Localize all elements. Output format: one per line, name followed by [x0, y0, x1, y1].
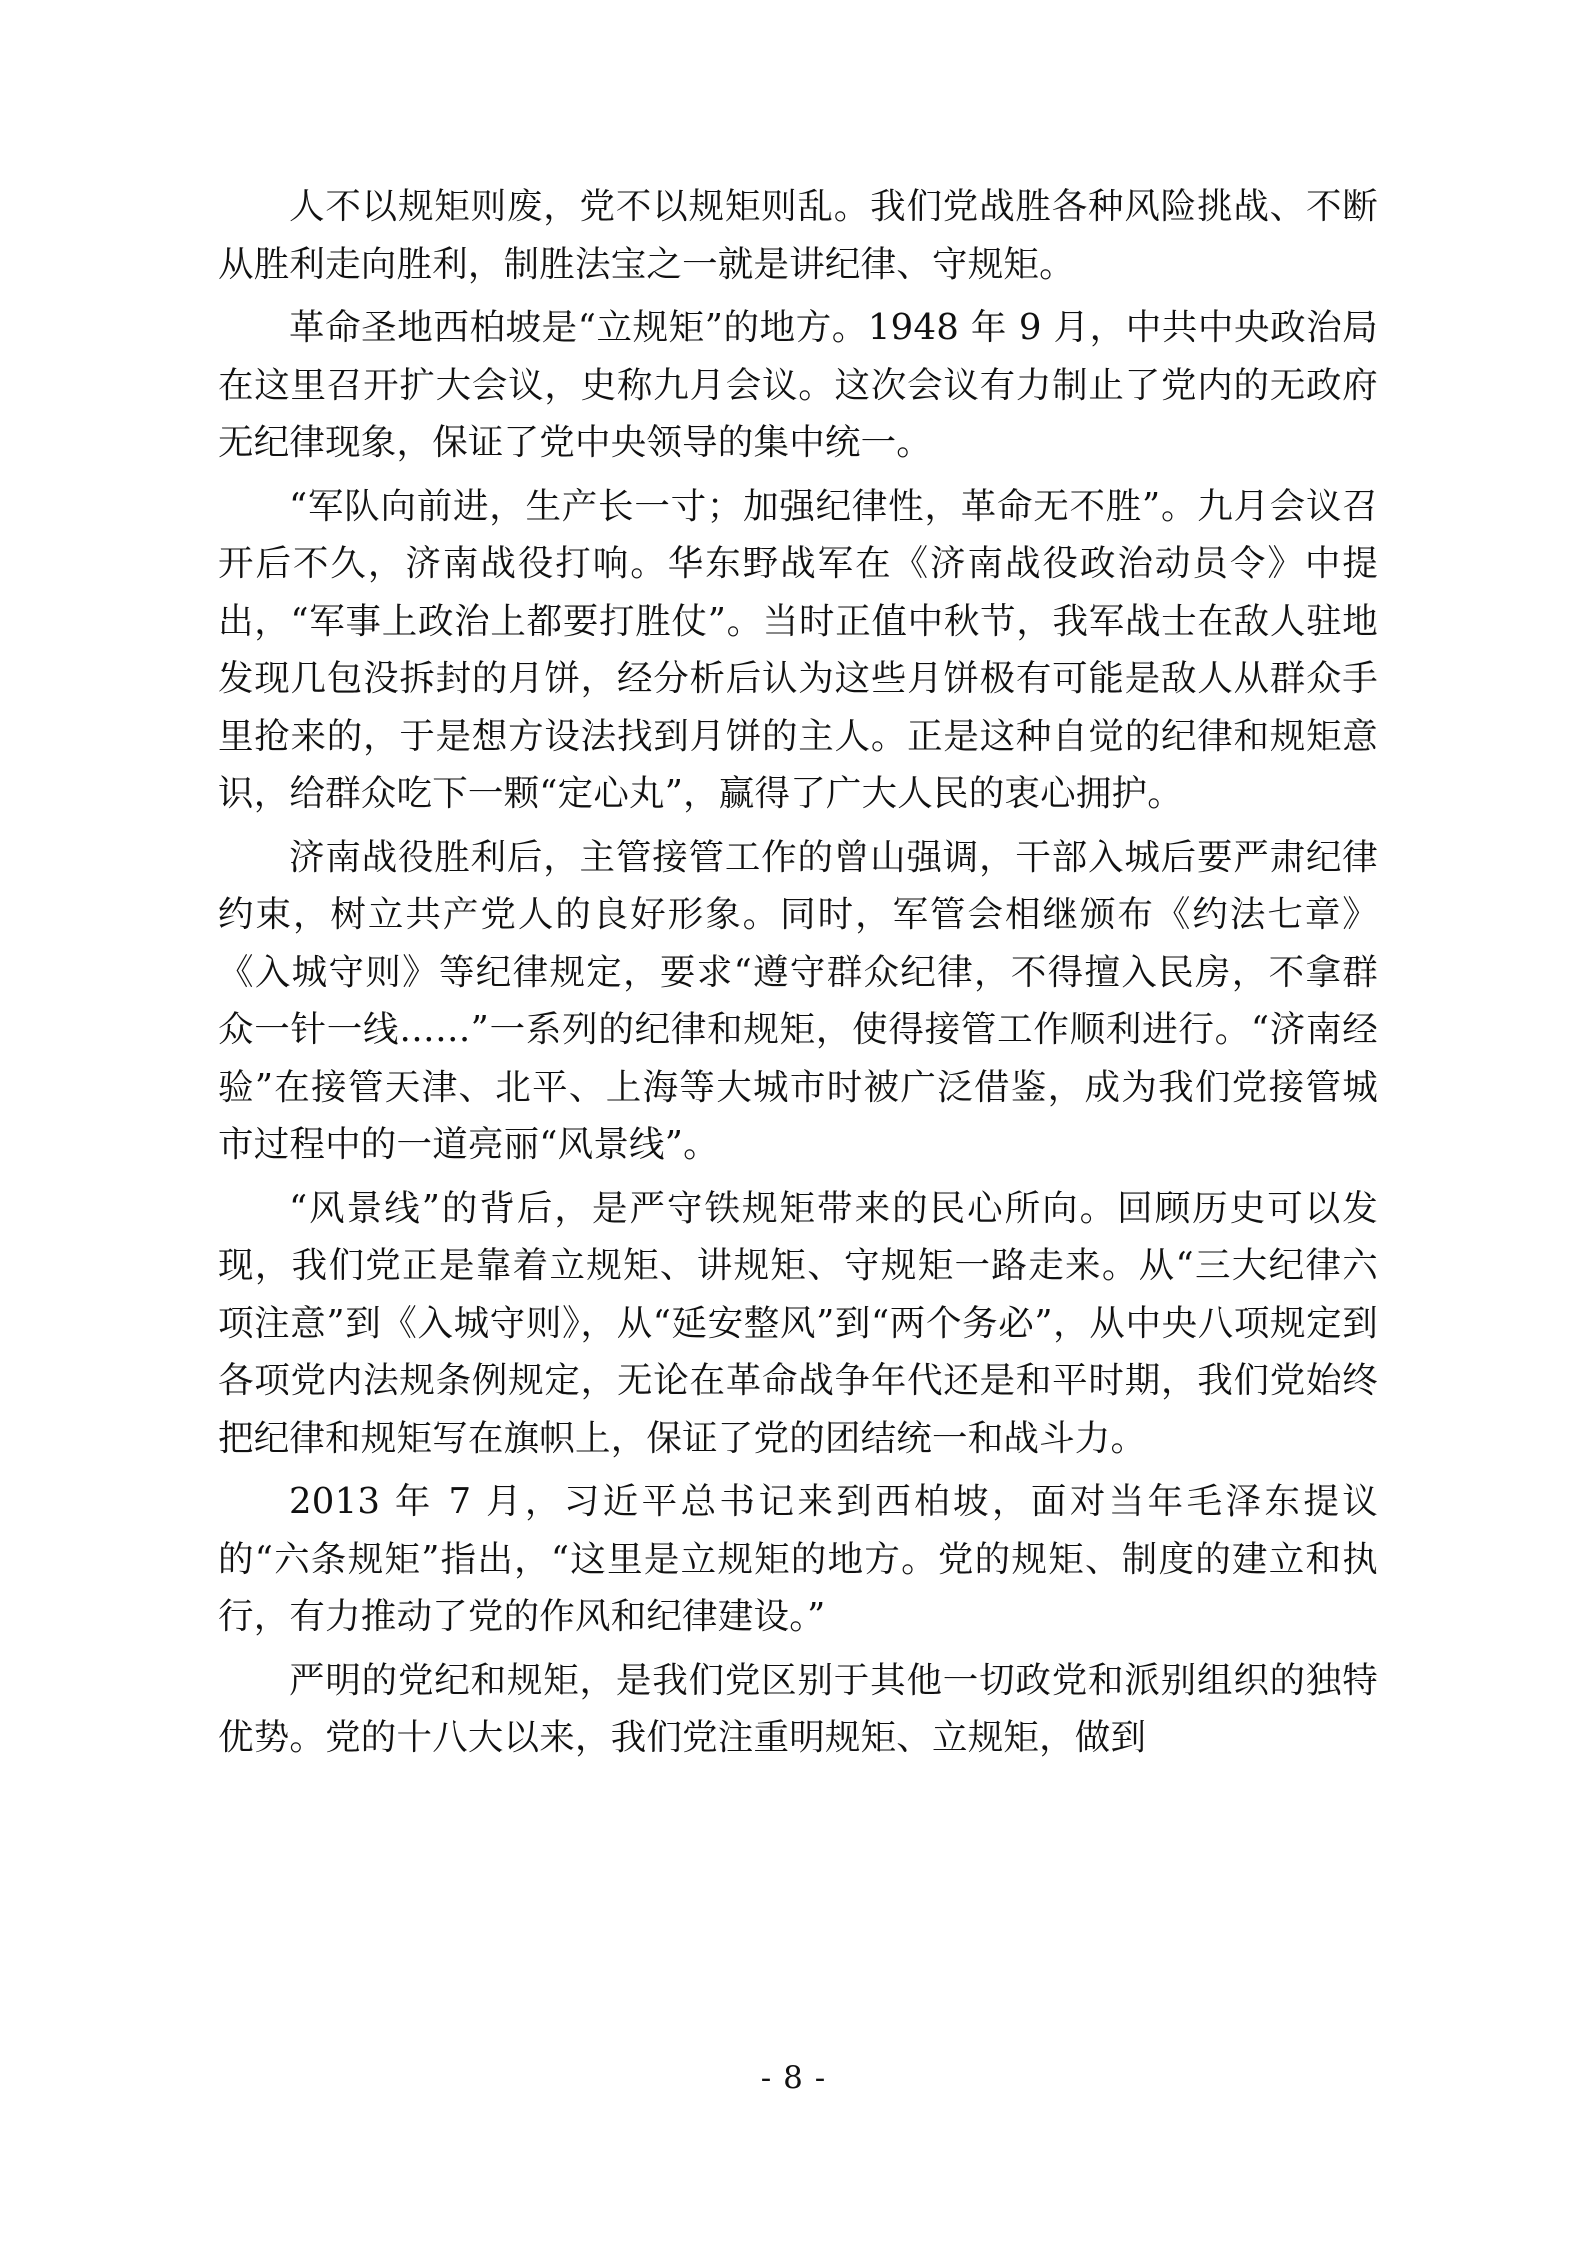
page-body-text	[218, 178, 1378, 1773]
page-number: - 8 -	[760, 2060, 827, 2096]
paragraph: “军队向前进，生产长一寸；加强纪律性，革命无不胜”。九月会议召开后不久，济南战役打响。华东野战军在《济南战役政治动员令》中提出，“军事上政治上都要打胜仗”。当时正值中秋节，我军战士在敌人驻地发现几包没拆封的月饼，经分析后认为这些月饼极有可能是敌人从群众手里抢来的，于是想方设法找到月饼的主人。正是这种自觉的纪律和规矩意识，给群众吃下一颗“定心丸”，赢得了广大人民的衷心拥护。	[218, 485, 1378, 814]
paragraph: 革命圣地西柏坡是“立规矩”的地方。1948 年 9 月，中共中央政治局在这里召开扩大会议，史称九月会议。这次会议有力制止了党内的无政府无纪律现象，保证了党中央领导的集中统一。	[218, 307, 1378, 463]
paragraph: “风景线”的背后，是严守铁规矩带来的民心所向。回顾历史可以发现，我们党正是靠着立规矩、讲规矩、守规矩一路走来。从“三大纪律六项注意”到《入城守则》，从“延安整风”到“两个务必”，从中央八项规定到各项党内法规条例规定，无论在革命战争年代还是和平时期，我们党始终把纪律和规矩写在旗帜上，保证了党的团结统一和战斗力。	[218, 1187, 1378, 1459]
paragraph: 2013 年 7 月，习近平总书记来到西柏坡，面对当年毛泽东提议的“六条规矩”指出，“这里是立规矩的地方。党的规矩、制度的建立和执行，有力推动了党的作风和纪律建设。”	[218, 1481, 1378, 1637]
paragraph: 严明的党纪和规矩，是我们党区别于其他一切政党和派别组织的独特优势。党的十八大以来，我们党注重明规矩、立规矩，做到	[218, 1659, 1378, 1758]
paragraph: 人不以规矩则废，党不以规矩则乱。我们党战胜各种风险挑战、不断从胜利走向胜利，制胜法宝之一就是讲纪律、守规矩。	[218, 186, 1378, 285]
paragraph: 济南战役胜利后，主管接管工作的曾山强调，干部入城后要严肃纪律约束，树立共产党人的良好形象。同时，军管会相继颁布《约法七章》《入城守则》等纪律规定，要求“遵守群众纪律，不得擅入民房，不拿群众一针一线……”一系列的纪律和规矩，使得接管工作顺利进行。“济南经验”在接管天津、北平、上海等大城市时被广泛借鉴，成为我们党接管城市过程中的一道亮丽“风景线”。	[218, 836, 1378, 1165]
